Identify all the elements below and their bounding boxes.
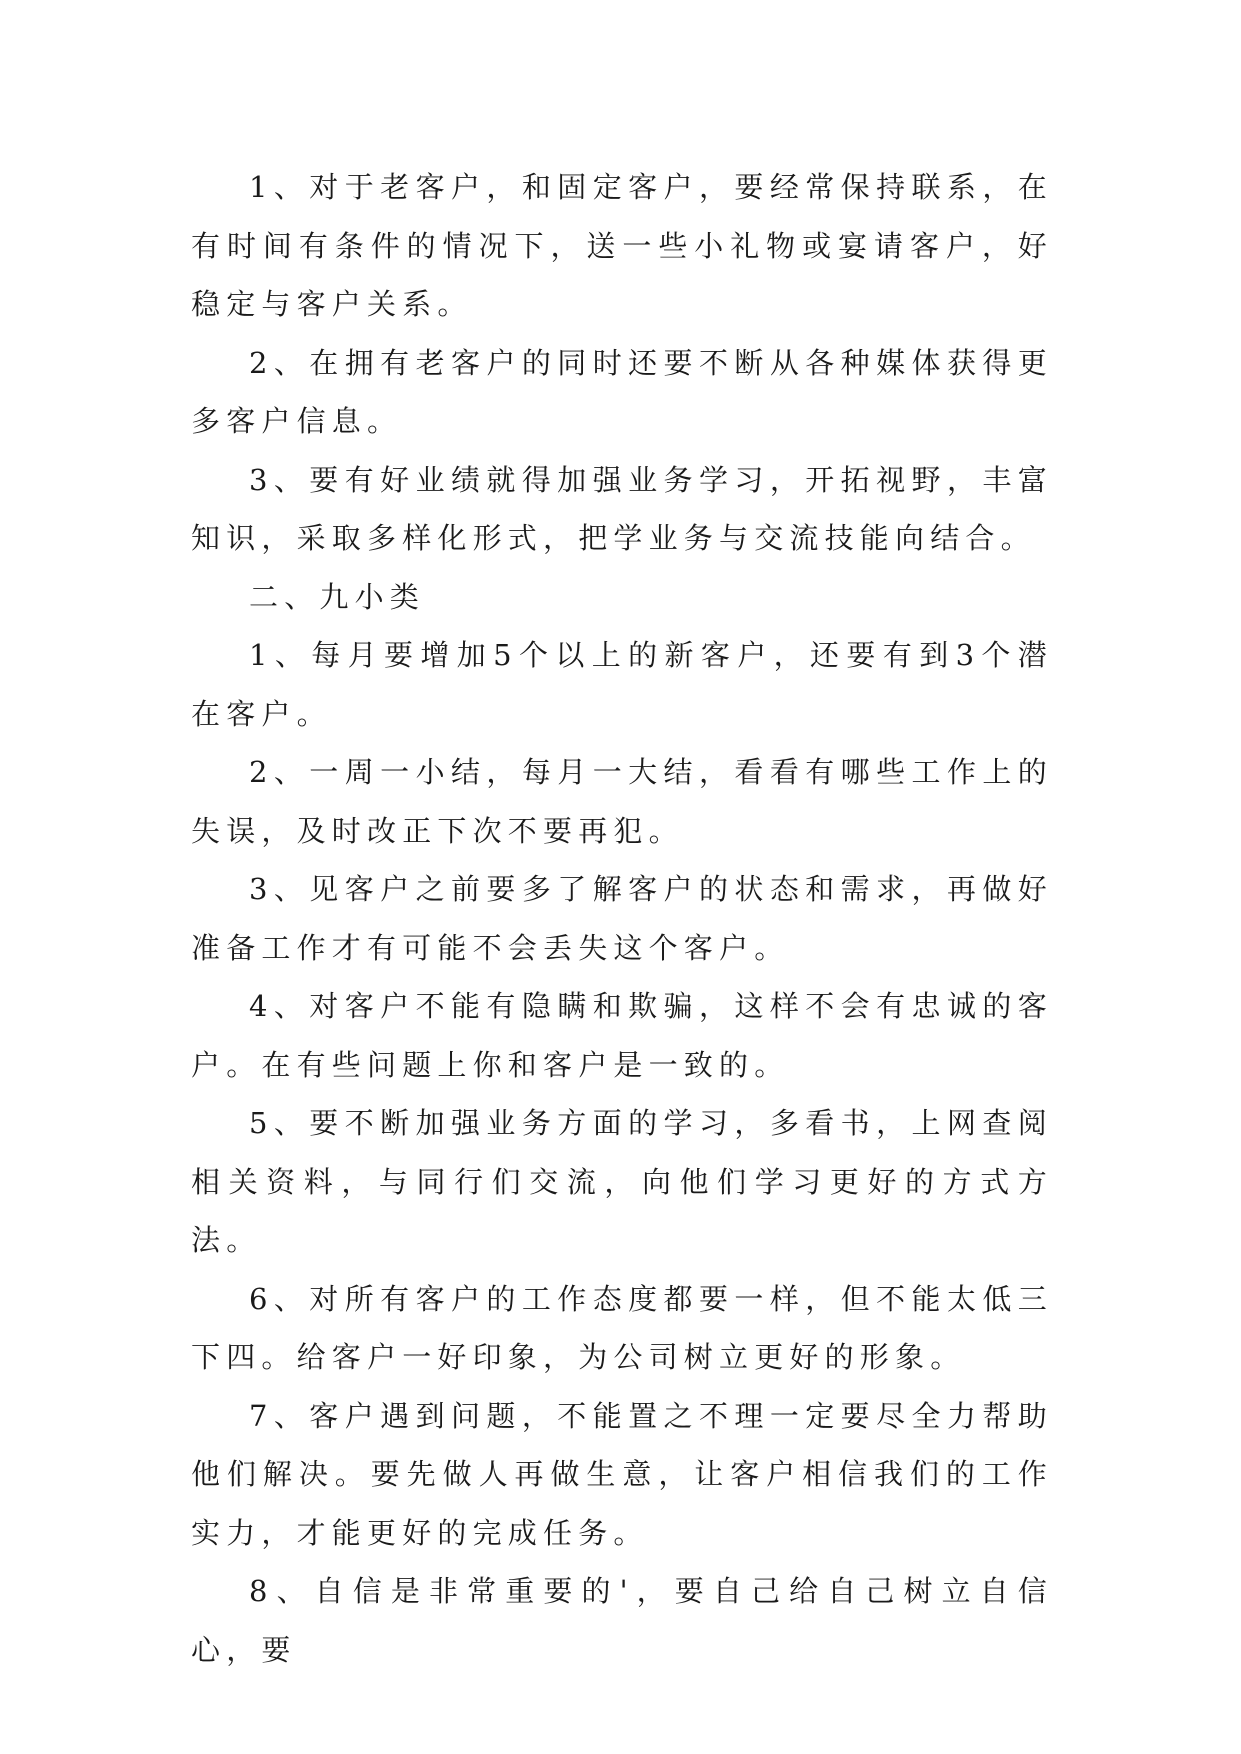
section-heading: 二、九小类 (249, 579, 426, 614)
paragraph-12: 8、自信是非常重要的'，要自己给自己树立自信心，要 (191, 1574, 1053, 1667)
paragraph-3: 3、要有好业绩就得加强业务学习，开拓视野，丰富知识，采取多样化形式，把学业务与交流技能向结合。 (191, 462, 1053, 555)
paragraph-11: 7、客户遇到问题，不能置之不理一定要尽全力帮助他们解决。要先做人再做生意，让客户相信我们的工作实力，才能更好的完成任务。 (191, 1398, 1053, 1550)
paragraph-10: 6、对所有客户的工作态度都要一样，但不能太低三下四。给客户一好印象，为公司树立更好的形象。 (191, 1281, 1053, 1374)
paragraph-2: 2、在拥有老客户的同时还要不断从各种媒体获得更多客户信息。 (191, 345, 1053, 438)
document-body (191, 158, 1053, 1679)
paragraph-1: 1、对于老客户，和固定客户，要经常保持联系，在有时间有条件的情况下，送一些小礼物或宴请客户，好稳定与客户关系。 (191, 170, 1053, 321)
paragraph-5: 1、每月要增加5个以上的新客户，还要有到3个潜在客户。 (191, 638, 1053, 731)
paragraph-9: 5、要不断加强业务方面的学习，多看书，上网查阅相关资料，与同行们交流，向他们学习更好的方式方法。 (191, 1106, 1053, 1257)
paragraph-8: 4、对客户不能有隐瞒和欺骗，这样不会有忠诚的客户。在有些问题上你和客户是一致的。 (191, 989, 1053, 1082)
paragraph-7: 3、见客户之前要多了解客户的状态和需求，再做好准备工作才有可能不会丢失这个客户。 (191, 872, 1053, 965)
paragraph-6: 2、一周一小结，每月一大结，看看有哪些工作上的失误，及时改正下次不要再犯。 (191, 755, 1053, 848)
